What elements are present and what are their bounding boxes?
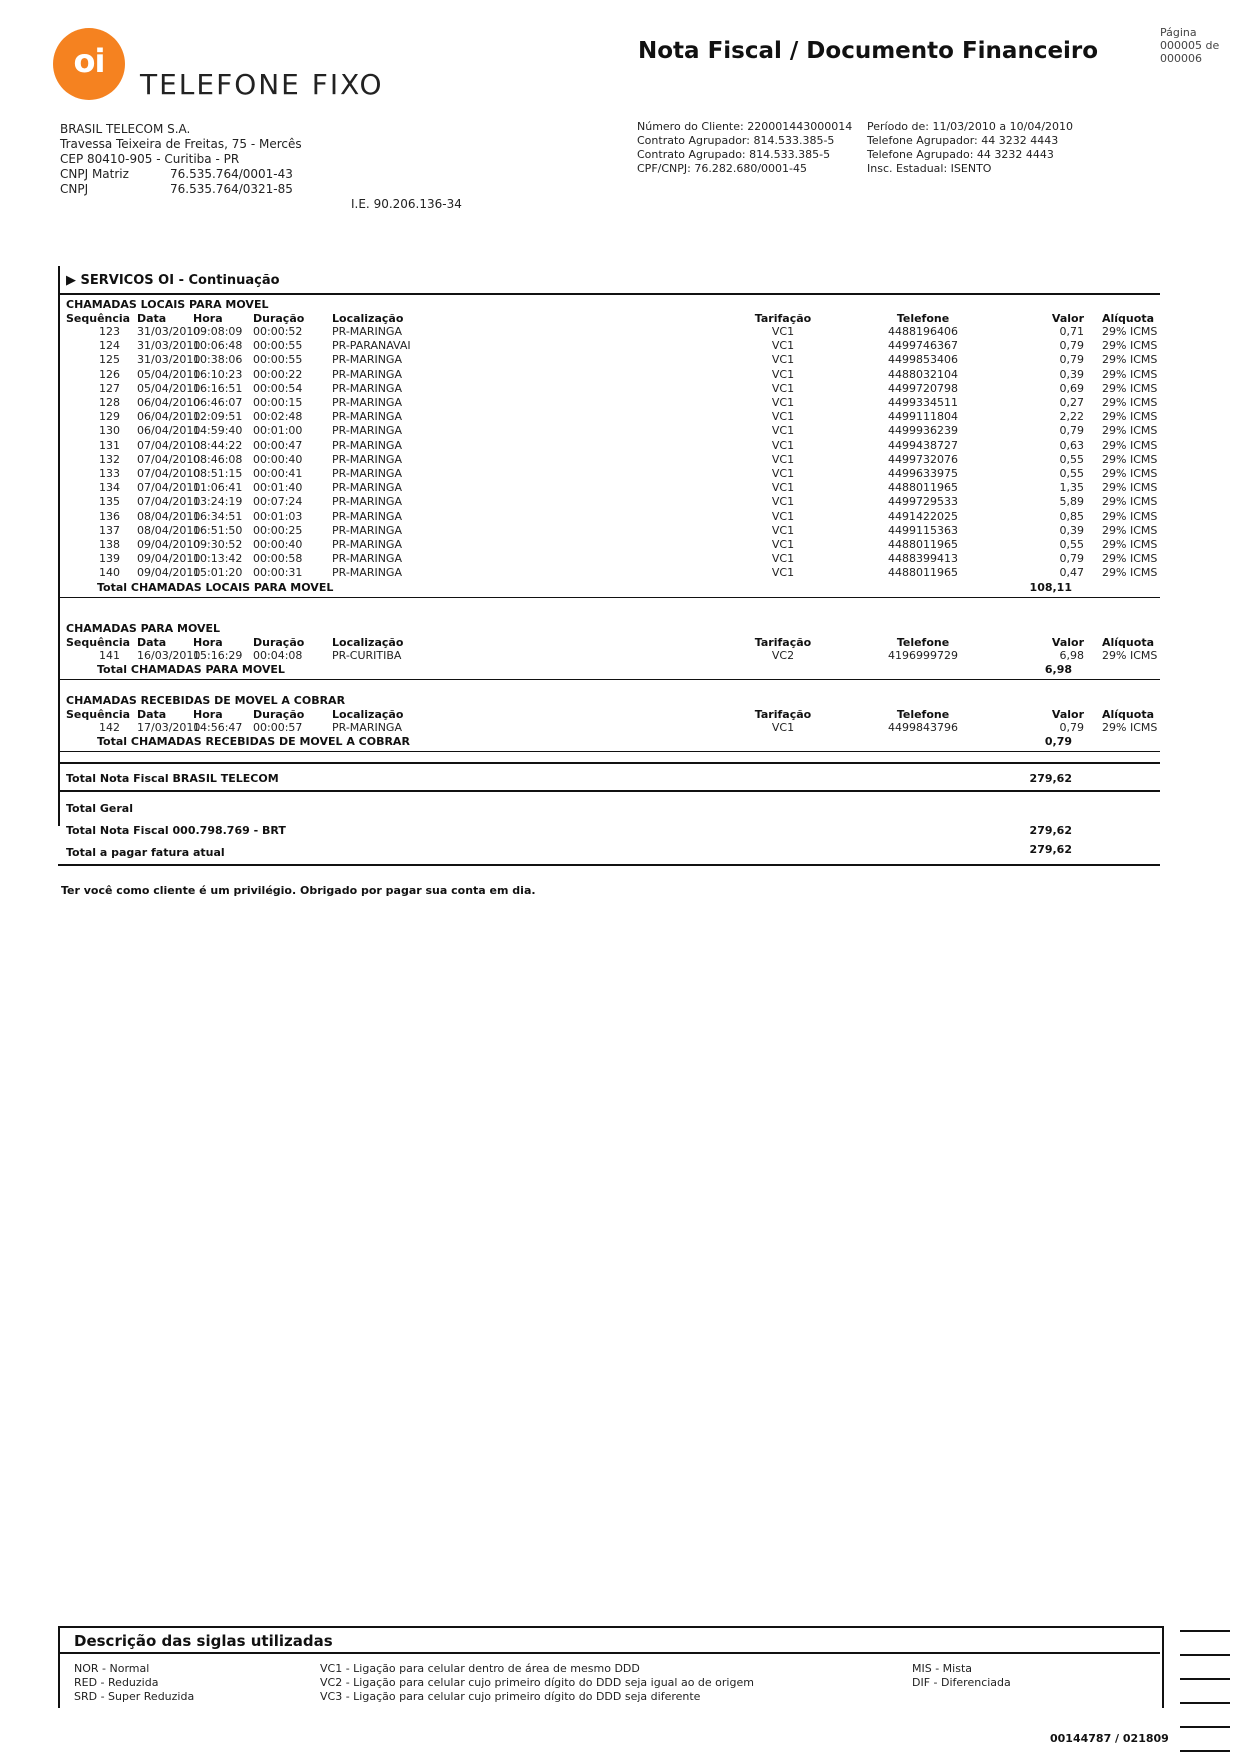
cell-telefone: 4499853406: [888, 353, 958, 367]
legend-col-other: [912, 1662, 1011, 1690]
cell-hora: 10:38:06: [193, 353, 243, 367]
cell-seq: 130: [99, 424, 120, 438]
cell-local: PR-CURITIBA: [332, 649, 402, 662]
column-header-telefone: Telefone: [896, 636, 950, 649]
cell-local: PR-MARINGA: [332, 495, 402, 509]
cell-data: 31/03/2010: [137, 353, 201, 367]
cell-local: PR-MARINGA: [332, 481, 402, 495]
column-header-aliquota: Alíquota: [1102, 312, 1154, 325]
cell-telefone: 4196999729: [888, 649, 958, 662]
group-total-value: 0,79: [1044, 735, 1072, 749]
cell-aliquota: 29% ICMS: [1102, 353, 1158, 367]
cell-aliquota: 29% ICMS: [1102, 566, 1158, 580]
column-header-telefone: Telefone: [896, 312, 950, 325]
cell-valor: 0,71: [1059, 325, 1084, 338]
section-left-border: [58, 266, 60, 826]
page-number: 000005 de: [1160, 39, 1220, 52]
telefone-agrupador: Telefone Agrupador: 44 3232 4443: [867, 134, 1059, 147]
cell-tarifacao: VC2: [771, 649, 795, 662]
legend-item: RED - Reduzida: [74, 1676, 159, 1689]
cell-telefone: 4488011965: [888, 538, 958, 551]
cell-telefone: 4499633975: [888, 467, 958, 480]
cell-valor: 0,85: [1059, 509, 1084, 523]
group-total-label: Total CHAMADAS PARA MOVEL: [97, 663, 285, 677]
column-header-local: Localização: [332, 708, 404, 721]
margin-mark: [1180, 1678, 1230, 1680]
column-header-telefone: Telefone: [896, 708, 950, 721]
cell-valor: 0,79: [1059, 353, 1084, 367]
cell-seq: 134: [99, 481, 120, 495]
cell-valor: 1,35: [1059, 481, 1084, 495]
cell-duracao: 00:04:08: [253, 649, 303, 662]
cell-telefone: 4499746367: [888, 339, 958, 353]
cell-data: 06/04/2010: [137, 396, 201, 409]
cell-seq: 136: [99, 509, 120, 523]
oi-logo: [53, 28, 125, 100]
total-nota-fiscal-label: Total Nota Fiscal 000.798.769 - BRT: [66, 824, 286, 837]
cell-aliquota: 29% ICMS: [1102, 495, 1158, 509]
column-header-local: Localização: [332, 312, 404, 325]
total-nota-fiscal-value: 279,62: [1029, 824, 1072, 837]
cell-hora: 10:06:48: [193, 339, 243, 353]
cell-telefone: 4488011965: [888, 481, 958, 495]
column-header-tarifacao: Tarifação: [754, 708, 812, 721]
cell-telefone: 4488011965: [888, 566, 958, 580]
cell-seq: 125: [99, 353, 120, 367]
legend-item: VC3 - Ligação para celular cujo primeiro dígito do DDD seja diferente: [320, 1690, 701, 1703]
cell-seq: 128: [99, 396, 120, 409]
inscricao-estadual: I.E. 90.206.136-34: [351, 197, 462, 211]
cell-duracao: 00:01:03: [253, 509, 303, 523]
cell-duracao: 00:07:24: [253, 495, 303, 509]
column-header-valor: Valor: [1051, 708, 1084, 721]
cell-aliquota: 29% ICMS: [1102, 325, 1158, 338]
cell-valor: 0,79: [1059, 552, 1084, 566]
cell-tarifacao: VC1: [771, 721, 795, 734]
column-header-seq: Sequência: [66, 708, 131, 721]
telefone-agrupado: Telefone Agrupado: 44 3232 4443: [867, 148, 1054, 161]
cell-local: PR-MARINGA: [332, 538, 402, 551]
cell-valor: 6,98: [1059, 649, 1084, 662]
cell-aliquota: 29% ICMS: [1102, 523, 1158, 537]
cell-local: PR-MARINGA: [332, 381, 402, 395]
cell-tarifacao: VC1: [771, 325, 795, 338]
period-info: [867, 120, 1127, 176]
cell-aliquota: 29% ICMS: [1102, 649, 1158, 662]
cell-valor: 0,39: [1059, 523, 1084, 537]
cell-hora: 06:46:07: [193, 396, 243, 409]
cell-seq: 140: [99, 566, 120, 580]
column-header-local: Localização: [332, 636, 404, 649]
column-header-hora: Hora: [193, 708, 223, 721]
cell-duracao: 00:00:31: [253, 566, 303, 580]
cell-aliquota: 29% ICMS: [1102, 509, 1158, 523]
cell-local: PR-MARINGA: [332, 410, 402, 424]
column-header-aliquota: Alíquota: [1102, 708, 1154, 721]
column-header-valor: Valor: [1051, 636, 1084, 649]
client-info: [637, 120, 877, 176]
group-title: CHAMADAS RECEBIDAS DE MOVEL A COBRAR: [66, 694, 346, 707]
cell-duracao: 00:00:52: [253, 325, 303, 338]
cell-local: PR-MARINGA: [332, 396, 402, 409]
column-header-data: Data: [137, 312, 167, 325]
cell-data: 05/04/2010: [137, 367, 201, 381]
cell-hora: 15:01:20: [193, 566, 243, 580]
cell-duracao: 00:00:40: [253, 452, 303, 466]
legend-title: Descrição das siglas utilizadas: [74, 1632, 333, 1650]
section-title-text: SERVICOS OI - Continuação: [80, 273, 280, 288]
cell-valor: 0,55: [1059, 467, 1084, 480]
company-name: BRASIL TELECOM S.A.: [60, 122, 191, 136]
margin-mark: [1180, 1726, 1230, 1728]
cell-hora: 16:10:23: [193, 367, 243, 381]
cell-local: PR-PARANAVAI: [332, 339, 411, 353]
cell-hora: 09:30:52: [193, 538, 243, 551]
cell-data: 09/04/2010: [137, 538, 201, 551]
cell-seq: 141: [99, 649, 120, 662]
total-pagar-value: 279,62: [1029, 843, 1072, 856]
divider: [58, 762, 1160, 764]
cell-hora: 13:24:19: [193, 495, 243, 509]
cell-aliquota: 29% ICMS: [1102, 424, 1158, 438]
cell-duracao: 00:00:58: [253, 552, 303, 566]
cell-seq: 138: [99, 538, 120, 551]
cell-telefone: 4499115363: [888, 523, 958, 537]
company-info: [60, 122, 500, 211]
column-header-tarifacao: Tarifação: [754, 636, 812, 649]
company-address: Travessa Teixeira de Freitas, 75 - Mercês: [60, 137, 302, 151]
cell-hora: 12:09:51: [193, 410, 243, 424]
cell-duracao: 00:00:15: [253, 396, 303, 409]
total-geral-label: Total Geral: [66, 802, 133, 815]
cell-tarifacao: VC1: [771, 353, 795, 367]
legend-col-vc: [320, 1662, 754, 1704]
cell-local: PR-MARINGA: [332, 424, 402, 438]
cell-local: PR-MARINGA: [332, 438, 402, 452]
cell-aliquota: 29% ICMS: [1102, 367, 1158, 381]
cell-local: PR-MARINGA: [332, 467, 402, 480]
column-header-valor: Valor: [1051, 312, 1084, 325]
cell-hora: 08:51:15: [193, 467, 243, 480]
column-header-data: Data: [137, 708, 167, 721]
cell-data: 07/04/2010: [137, 438, 201, 452]
cell-telefone: 4488032104: [888, 367, 958, 381]
cell-seq: 132: [99, 452, 120, 466]
cell-duracao: 00:01:40: [253, 481, 303, 495]
legend-item: SRD - Super Reduzida: [74, 1690, 195, 1703]
cell-seq: 137: [99, 523, 120, 537]
total-pagar-label: Total a pagar fatura atual: [66, 846, 225, 859]
cell-tarifacao: VC1: [771, 481, 795, 495]
section-title: ▶ SERVICOS OI - Continuação: [66, 273, 280, 288]
thank-you-message: Ter você como cliente é um privilégio. Obrigado por pagar sua conta em dia.: [61, 884, 536, 897]
cell-hora: 16:34:51: [193, 509, 243, 523]
cell-local: PR-MARINGA: [332, 721, 402, 734]
cell-hora: 15:16:29: [193, 649, 243, 662]
cell-aliquota: 29% ICMS: [1102, 339, 1158, 353]
column-header-seq: Sequência: [66, 312, 131, 325]
divider: [58, 864, 1160, 866]
cell-telefone: 4491422025: [888, 509, 958, 523]
cell-data: 08/04/2010: [137, 523, 201, 537]
cell-tarifacao: VC1: [771, 495, 795, 509]
total-nota-brasil-label: Total Nota Fiscal BRASIL TELECOM: [66, 772, 279, 785]
cell-local: PR-MARINGA: [332, 523, 402, 537]
cell-valor: 0,55: [1059, 452, 1084, 466]
group-total-label: Total CHAMADAS LOCAIS PARA MOVEL: [97, 580, 334, 594]
column-header-duracao: Duração: [253, 708, 305, 721]
cell-local: PR-MARINGA: [332, 552, 402, 566]
margin-mark: [1180, 1654, 1230, 1656]
cell-hora: 16:16:51: [193, 381, 243, 395]
column-header-duracao: Duração: [253, 636, 305, 649]
cell-tarifacao: VC1: [771, 424, 795, 438]
page-total: 000006: [1160, 52, 1202, 65]
cell-tarifacao: VC1: [771, 381, 795, 395]
cell-data: 07/04/2010: [137, 481, 201, 495]
cell-valor: 0,79: [1059, 721, 1084, 734]
cnpj-label: CNPJ: [60, 182, 89, 196]
cell-tarifacao: VC1: [771, 552, 795, 566]
company-cep: CEP 80410-905 - Curitiba - PR: [60, 152, 240, 166]
cpf-cnpj: CPF/CNPJ: 76.282.680/0001-45: [637, 162, 807, 175]
group-total-value: 108,11: [1029, 580, 1072, 594]
cell-duracao: 00:00:54: [253, 381, 303, 395]
client-number: Número do Cliente: 220001443000014: [637, 120, 853, 133]
cell-valor: 5,89: [1059, 495, 1084, 509]
section-divider: [58, 293, 1160, 295]
cell-local: PR-MARINGA: [332, 325, 402, 338]
column-header-seq: Sequência: [66, 636, 131, 649]
margin-mark: [1180, 1702, 1230, 1704]
margin-mark: [1180, 1630, 1230, 1632]
cell-aliquota: 29% ICMS: [1102, 396, 1158, 409]
cell-valor: 0,79: [1059, 339, 1084, 353]
cell-data: 31/03/2010: [137, 339, 201, 353]
cell-aliquota: 29% ICMS: [1102, 381, 1158, 395]
cell-valor: 0,55: [1059, 538, 1084, 551]
divider: [58, 790, 1160, 792]
cell-tarifacao: VC1: [771, 566, 795, 580]
document-title: Nota Fiscal / Documento Financeiro: [638, 38, 1099, 64]
cell-seq: 127: [99, 381, 120, 395]
cell-tarifacao: VC1: [771, 396, 795, 409]
cell-data: 16/03/2010: [137, 649, 201, 662]
cell-seq: 142: [99, 721, 120, 734]
logo-text: oi: [73, 42, 105, 80]
legend-item: DIF - Diferenciada: [912, 1676, 1011, 1689]
legend-item: MIS - Mista: [912, 1662, 973, 1675]
cell-valor: 0,39: [1059, 367, 1084, 381]
legend-item: VC1 - Ligação para celular dentro de área de mesmo DDD: [320, 1662, 640, 1675]
cell-duracao: 00:00:25: [253, 523, 303, 537]
cell-seq: 133: [99, 467, 120, 480]
cell-hora: 08:44:22: [193, 438, 243, 452]
cell-duracao: 00:00:41: [253, 467, 303, 480]
cell-hora: 10:13:42: [193, 552, 243, 566]
cell-hora: 14:56:47: [193, 721, 243, 734]
cell-duracao: 00:00:47: [253, 438, 303, 452]
cell-valor: 0,63: [1059, 438, 1084, 452]
group-divider: [58, 679, 1160, 680]
cell-valor: 0,79: [1059, 424, 1084, 438]
insc-estadual-client: Insc. Estadual: ISENTO: [867, 162, 992, 175]
cell-seq: 126: [99, 367, 120, 381]
cell-aliquota: 29% ICMS: [1102, 452, 1158, 466]
legend-col-tariffs: [74, 1662, 194, 1704]
column-header-duracao: Duração: [253, 312, 305, 325]
cell-hora: 11:06:41: [193, 481, 243, 495]
cnpj: 76.535.764/0321-85: [170, 182, 293, 196]
cell-seq: 124: [99, 339, 120, 353]
group-total-label: Total CHAMADAS RECEBIDAS DE MOVEL A COBRAR: [97, 735, 410, 749]
cell-hora: 14:59:40: [193, 424, 243, 438]
cell-duracao: 00:00:40: [253, 538, 303, 551]
cell-telefone: 4499720798: [888, 381, 958, 395]
barcode-number: 00144787 / 021809: [1050, 1732, 1169, 1745]
cell-local: PR-MARINGA: [332, 353, 402, 367]
cell-hora: 09:08:09: [193, 325, 243, 338]
column-header-aliquota: Alíquota: [1102, 636, 1154, 649]
cell-telefone: 4488399413: [888, 552, 958, 566]
cell-duracao: 00:00:55: [253, 353, 303, 367]
cell-seq: 139: [99, 552, 120, 566]
cnpj-matriz-label: CNPJ Matriz: [60, 167, 129, 181]
cell-seq: 123: [99, 325, 120, 338]
cell-tarifacao: VC1: [771, 509, 795, 523]
cnpj-matriz: 76.535.764/0001-43: [170, 167, 293, 181]
group-divider: [58, 597, 1160, 598]
cell-hora: 08:46:08: [193, 452, 243, 466]
cell-tarifacao: VC1: [771, 410, 795, 424]
cell-local: PR-MARINGA: [332, 566, 402, 580]
cell-telefone: 4499732076: [888, 452, 958, 466]
cell-local: PR-MARINGA: [332, 367, 402, 381]
legend-item: VC2 - Ligação para celular cujo primeiro dígito do DDD seja igual ao de origem: [320, 1676, 754, 1689]
cell-tarifacao: VC1: [771, 339, 795, 353]
cell-telefone: 4499111804: [888, 410, 958, 424]
cell-data: 05/04/2010: [137, 381, 201, 395]
cell-telefone: 4499843796: [888, 721, 958, 734]
cell-aliquota: 29% ICMS: [1102, 438, 1158, 452]
column-header-hora: Hora: [193, 636, 223, 649]
cell-telefone: 4499334511: [888, 396, 958, 409]
cell-duracao: 00:02:48: [253, 410, 303, 424]
cell-valor: 0,47: [1059, 566, 1084, 580]
cell-seq: 135: [99, 495, 120, 509]
page-indicator: [1160, 26, 1240, 65]
page-label: Página: [1160, 26, 1197, 39]
group-total-value: 6,98: [1044, 663, 1072, 677]
cell-data: 06/04/2010: [137, 424, 201, 438]
column-header-tarifacao: Tarifação: [754, 312, 812, 325]
cell-duracao: 00:00:22: [253, 367, 303, 381]
cell-duracao: 00:00:55: [253, 339, 303, 353]
cell-seq: 129: [99, 410, 120, 424]
cell-data: 09/04/2010: [137, 552, 201, 566]
cell-aliquota: 29% ICMS: [1102, 410, 1158, 424]
contrato-agrupador: Contrato Agrupador: 814.533.385-5: [637, 134, 835, 147]
cell-duracao: 00:01:00: [253, 424, 303, 438]
cell-aliquota: 29% ICMS: [1102, 467, 1158, 480]
cell-data: 31/03/2010: [137, 325, 201, 338]
group-title: CHAMADAS LOCAIS PARA MOVEL: [66, 298, 269, 311]
cell-tarifacao: VC1: [771, 523, 795, 537]
column-header-data: Data: [137, 636, 167, 649]
cell-tarifacao: VC1: [771, 438, 795, 452]
cell-data: 09/04/2010: [137, 566, 201, 580]
cell-local: PR-MARINGA: [332, 452, 402, 466]
cell-valor: 2,22: [1059, 410, 1084, 424]
cell-hora: 16:51:50: [193, 523, 243, 537]
cell-telefone: 4499729533: [888, 495, 958, 509]
cell-data: 06/04/2010: [137, 410, 201, 424]
cell-data: 07/04/2010: [137, 495, 201, 509]
brand-title: TELEFONE FIXO: [140, 68, 384, 101]
cell-aliquota: 29% ICMS: [1102, 552, 1158, 566]
cell-data: 07/04/2010: [137, 452, 201, 466]
cell-data: 17/03/2010: [137, 721, 201, 734]
cell-data: 08/04/2010: [137, 509, 201, 523]
cell-seq: 131: [99, 438, 120, 452]
cell-tarifacao: VC1: [771, 538, 795, 551]
period: Período de: 11/03/2010 a 10/04/2010: [867, 120, 1074, 133]
cell-aliquota: 29% ICMS: [1102, 481, 1158, 495]
cell-tarifacao: VC1: [771, 367, 795, 381]
cell-local: PR-MARINGA: [332, 509, 402, 523]
cell-aliquota: 29% ICMS: [1102, 538, 1158, 551]
total-nota-brasil-value: 279,62: [1029, 772, 1072, 785]
legend-item: NOR - Normal: [74, 1662, 150, 1675]
cell-tarifacao: VC1: [771, 467, 795, 480]
cell-data: 07/04/2010: [137, 467, 201, 480]
cell-valor: 0,27: [1059, 396, 1084, 409]
cell-aliquota: 29% ICMS: [1102, 721, 1158, 734]
cell-telefone: 4499936239: [888, 424, 958, 438]
legend-divider: [58, 1652, 1160, 1654]
cell-valor: 0,69: [1059, 381, 1084, 395]
cell-tarifacao: VC1: [771, 452, 795, 466]
group-title: CHAMADAS PARA MOVEL: [66, 622, 221, 635]
contrato-agrupado: Contrato Agrupado: 814.533.385-5: [637, 148, 831, 161]
cell-telefone: 4488196406: [888, 325, 958, 338]
group-divider: [58, 751, 1160, 752]
column-header-hora: Hora: [193, 312, 223, 325]
cell-duracao: 00:00:57: [253, 721, 303, 734]
cell-telefone: 4499438727: [888, 438, 958, 452]
margin-mark: [1180, 1750, 1230, 1752]
